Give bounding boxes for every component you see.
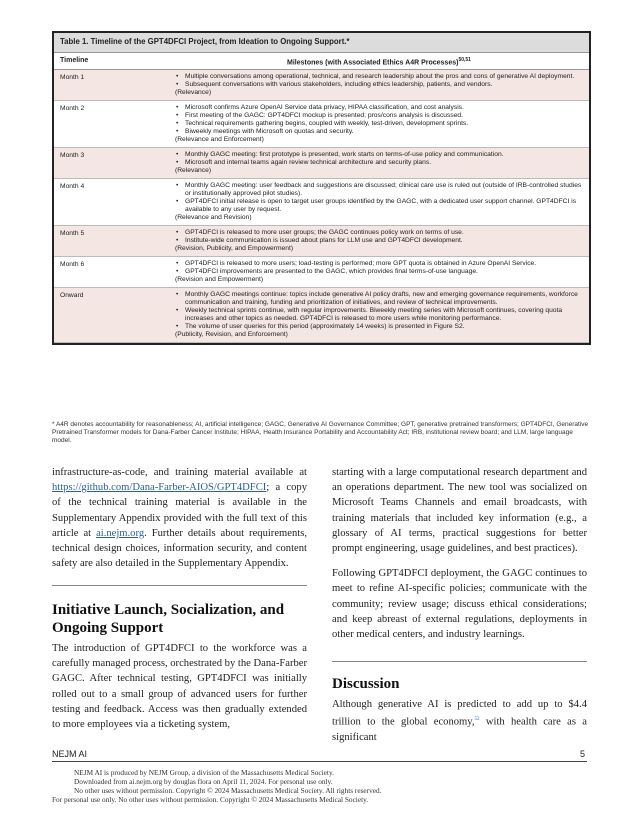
- table-row: [54, 179, 589, 226]
- legal-line-2: Downloaded from ai.nejm.org by douglas flora on April 11, 2024. For personal use only.: [74, 777, 333, 786]
- footer-divider: [52, 761, 587, 762]
- journal-link[interactable]: ai.nejm.org: [96, 527, 145, 539]
- milestone-item: • Monthly GAGC meetings continue: topics include generative AI policy drafts, new and emerging governance requirements, workforce communication and training, funding and prioritization of initiatives, and review of technical improvements.: [183, 291, 583, 307]
- row-milestones: [175, 104, 583, 144]
- section-heading-discussion: Discussion: [332, 676, 400, 692]
- table-row: [54, 226, 589, 257]
- row-milestones: [175, 291, 583, 339]
- right-column: [332, 465, 587, 642]
- row-timeline: Month 4: [60, 183, 85, 191]
- row-milestones: [175, 229, 583, 253]
- row-timeline: Onward: [60, 292, 84, 300]
- milestone-item: • The volume of user queries for this period (approximately 14 weeks) is presented in Figure S2.: [183, 323, 583, 331]
- header-citation: 50,51: [458, 57, 471, 63]
- table-row: [54, 288, 589, 343]
- a4r-process-tag: (Revision and Empowerment): [175, 276, 264, 284]
- row-milestones: [175, 260, 583, 284]
- row-timeline: Month 2: [60, 105, 85, 113]
- milestone-item: • Microsoft and internal teams again review technical architecture and security plans.: [183, 159, 583, 167]
- a4r-process-tag: (Relevance and Revision): [175, 214, 252, 222]
- milestone-item: • Monthly GAGC meeting: user feedback and suggestions are discussed; clinical care use is ruled out (outside of IRB-controlled studies or institutionally approved pilot studies).: [183, 182, 583, 198]
- legal-line-1: NEJM AI is produced by NEJM Group, a division of the Massachusetts Medical Society.: [74, 768, 334, 777]
- milestone-item: • Institute-wide communication is issued about plans for LLM use and GPT4DFCI development.: [183, 237, 583, 245]
- legal-line-4: For personal use only. No other uses without permission. Copyright © 2024 Massachusetts Medical Society.: [52, 795, 369, 804]
- header-milestones: Milestones (with Associated Ethics A4R Processes)$^{50,51}$: [287, 57, 471, 67]
- milestone-item: • Subsequent conversations with various stakeholders, including ethics leadership, patients, and vendors.: [183, 81, 583, 89]
- row-milestones: [175, 151, 583, 175]
- milestone-item: • GPT4DFCI initial release is open to target user groups identified by the GAGC, with a dedicated user support channel. GPT4DFCI is available to any user by request.: [183, 198, 583, 214]
- milestone-item: • Microsoft confirms Azure OpenAI Service data privacy, HIPAA classification, and cost analysis.: [183, 104, 583, 112]
- table-footnote: * A4R denotes accountability for reasonableness; AI, artificial intelligence; GAGC, Generative AI Governance Committee; GPT, generative pretrained transformers; GPT4DFCI, Generative Pretrained Transformer models for Dana-Farber Cancer Institute; HIPAA, Health Insurance Portability and Accountability Act; IRB, institutional review board; and LLM, large language model.: [52, 421, 589, 444]
- right-paragraph-1: starting with a large computational research department and an operations department. The new tool was socialized on Microsoft Teams Channels and email broadcasts, with training materials that included key information (e.g., a glossary of AI terms, practical suggestions for better prompt engineering, usage guidelines, and best practices).: [332, 467, 587, 555]
- row-timeline: Month 6: [60, 261, 85, 269]
- citation-52[interactable]: 52: [474, 717, 480, 723]
- timeline-table: [52, 31, 591, 345]
- a4r-process-tag: (Relevance and Enforcement): [175, 136, 264, 144]
- table-row: [54, 70, 589, 101]
- a4r-process-tag: (Relevance): [175, 167, 212, 175]
- milestone-item: • First meeting of the GAGC: GPT4DFCI mockup is presented; pros/cons analysis is discussed.: [183, 112, 583, 120]
- github-link[interactable]: https://github.com/Dana-Farber-AIOS/GPT4DFCI: [52, 482, 267, 494]
- table-row: [54, 257, 589, 288]
- section-divider-left: [52, 585, 307, 586]
- row-timeline: Month 3: [60, 152, 85, 160]
- a4r-process-tag: (Relevance): [175, 89, 212, 97]
- milestone-item: • GPT4DFCI is released to more users; load-testing is performed; more GPT quota is obtained in Azure OpenAI Service.: [183, 260, 583, 268]
- a4r-process-tag: (Revision, Publicity, and Empowerment): [175, 245, 294, 253]
- page-number: 5: [580, 749, 586, 759]
- table-header: [54, 53, 589, 70]
- section-divider-right: [332, 661, 587, 662]
- milestone-item: • Multiple conversations among operational, technical, and research leadership about the pros and cons of generative AI deployment.: [183, 73, 583, 81]
- row-timeline: Month 5: [60, 230, 85, 238]
- journal-name: NEJM AI: [52, 749, 88, 759]
- table-row: [54, 101, 589, 148]
- row-timeline: Month 1: [60, 74, 85, 82]
- table-body: [54, 70, 589, 343]
- header-timeline: Timeline: [60, 57, 89, 64]
- right-paragraph-3: Although generative AI is predicted to add up to $4.4 trillion to the global economy,$^{52}$ with health care as a significant: [332, 699, 587, 743]
- left-paragraph-2: The introduction of GPT4DFCI to the workforce was a carefully managed process, orchestrated by the Dana-Farber GAGC. After technical testing, GPT4DFCI was initially rolled out to a small group of advanced users for further testing and feedback. Access was then gradually extended to more employees via a ticketing system,: [52, 643, 308, 731]
- section-heading-launch: Initiative Launch, Socialization, and Ongoing Support: [52, 602, 285, 636]
- milestone-item: • GPT4DFCI improvements are presented to the GAGC, which provides final terms-of-use language.: [183, 268, 583, 276]
- row-milestones: [175, 73, 583, 97]
- table-caption: Table 1. Timeline of the GPT4DFCI Project, from Ideation to Ongoing Support.*: [54, 33, 589, 53]
- milestone-item: • GPT4DFCI is released to more user groups; the GAGC continues policy work on terms of use.: [183, 229, 583, 237]
- a4r-process-tag: (Publicity, Revision, and Enforcement): [175, 331, 288, 339]
- left-column: [52, 465, 307, 571]
- legal-line-3: No other uses without permission. Copyright © 2024 Massachusetts Medical Society. All rights reserved.: [74, 786, 382, 795]
- right-paragraph-2: Following GPT4DFCI deployment, the GAGC continues to meet to refine AI-specific policies; communicate with the community; review usage; discuss ethical considerations; and keep abreast of external regulations, deployments in other medical centers, and industry learnings.: [332, 568, 587, 641]
- milestone-item: • Technical requirements gathering begins, coupled with weekly, test-driven, development sprints.: [183, 120, 583, 128]
- left-paragraph-1: infrastructure-as-code, and training material available at https://github.com/Dana-Farber-AIOS/GPT4DFCI; a copy of the technical training material is available in the Supplementary Appendix provided with the full text of this article at ai.nejm.org. Further details about requirements, technical design choices, information security, and content safety are also detailed in the Supplementary Appendix.: [52, 467, 307, 570]
- milestone-item: • Monthly GAGC meeting: first prototype is presented, work starts on terms-of-use policy and communication.: [183, 151, 583, 159]
- milestone-item: • Biweekly meetings with Microsoft on quotas and security.: [183, 128, 583, 136]
- row-milestones: [175, 182, 583, 222]
- milestone-item: • Weekly technical sprints continue, with regular improvements. Biweekly meeting series with Microsoft continues, covering quota increases and other topics as needed. GPT4DFCI is released to more users while monitoring performance.: [183, 307, 583, 323]
- table-row: [54, 148, 589, 179]
